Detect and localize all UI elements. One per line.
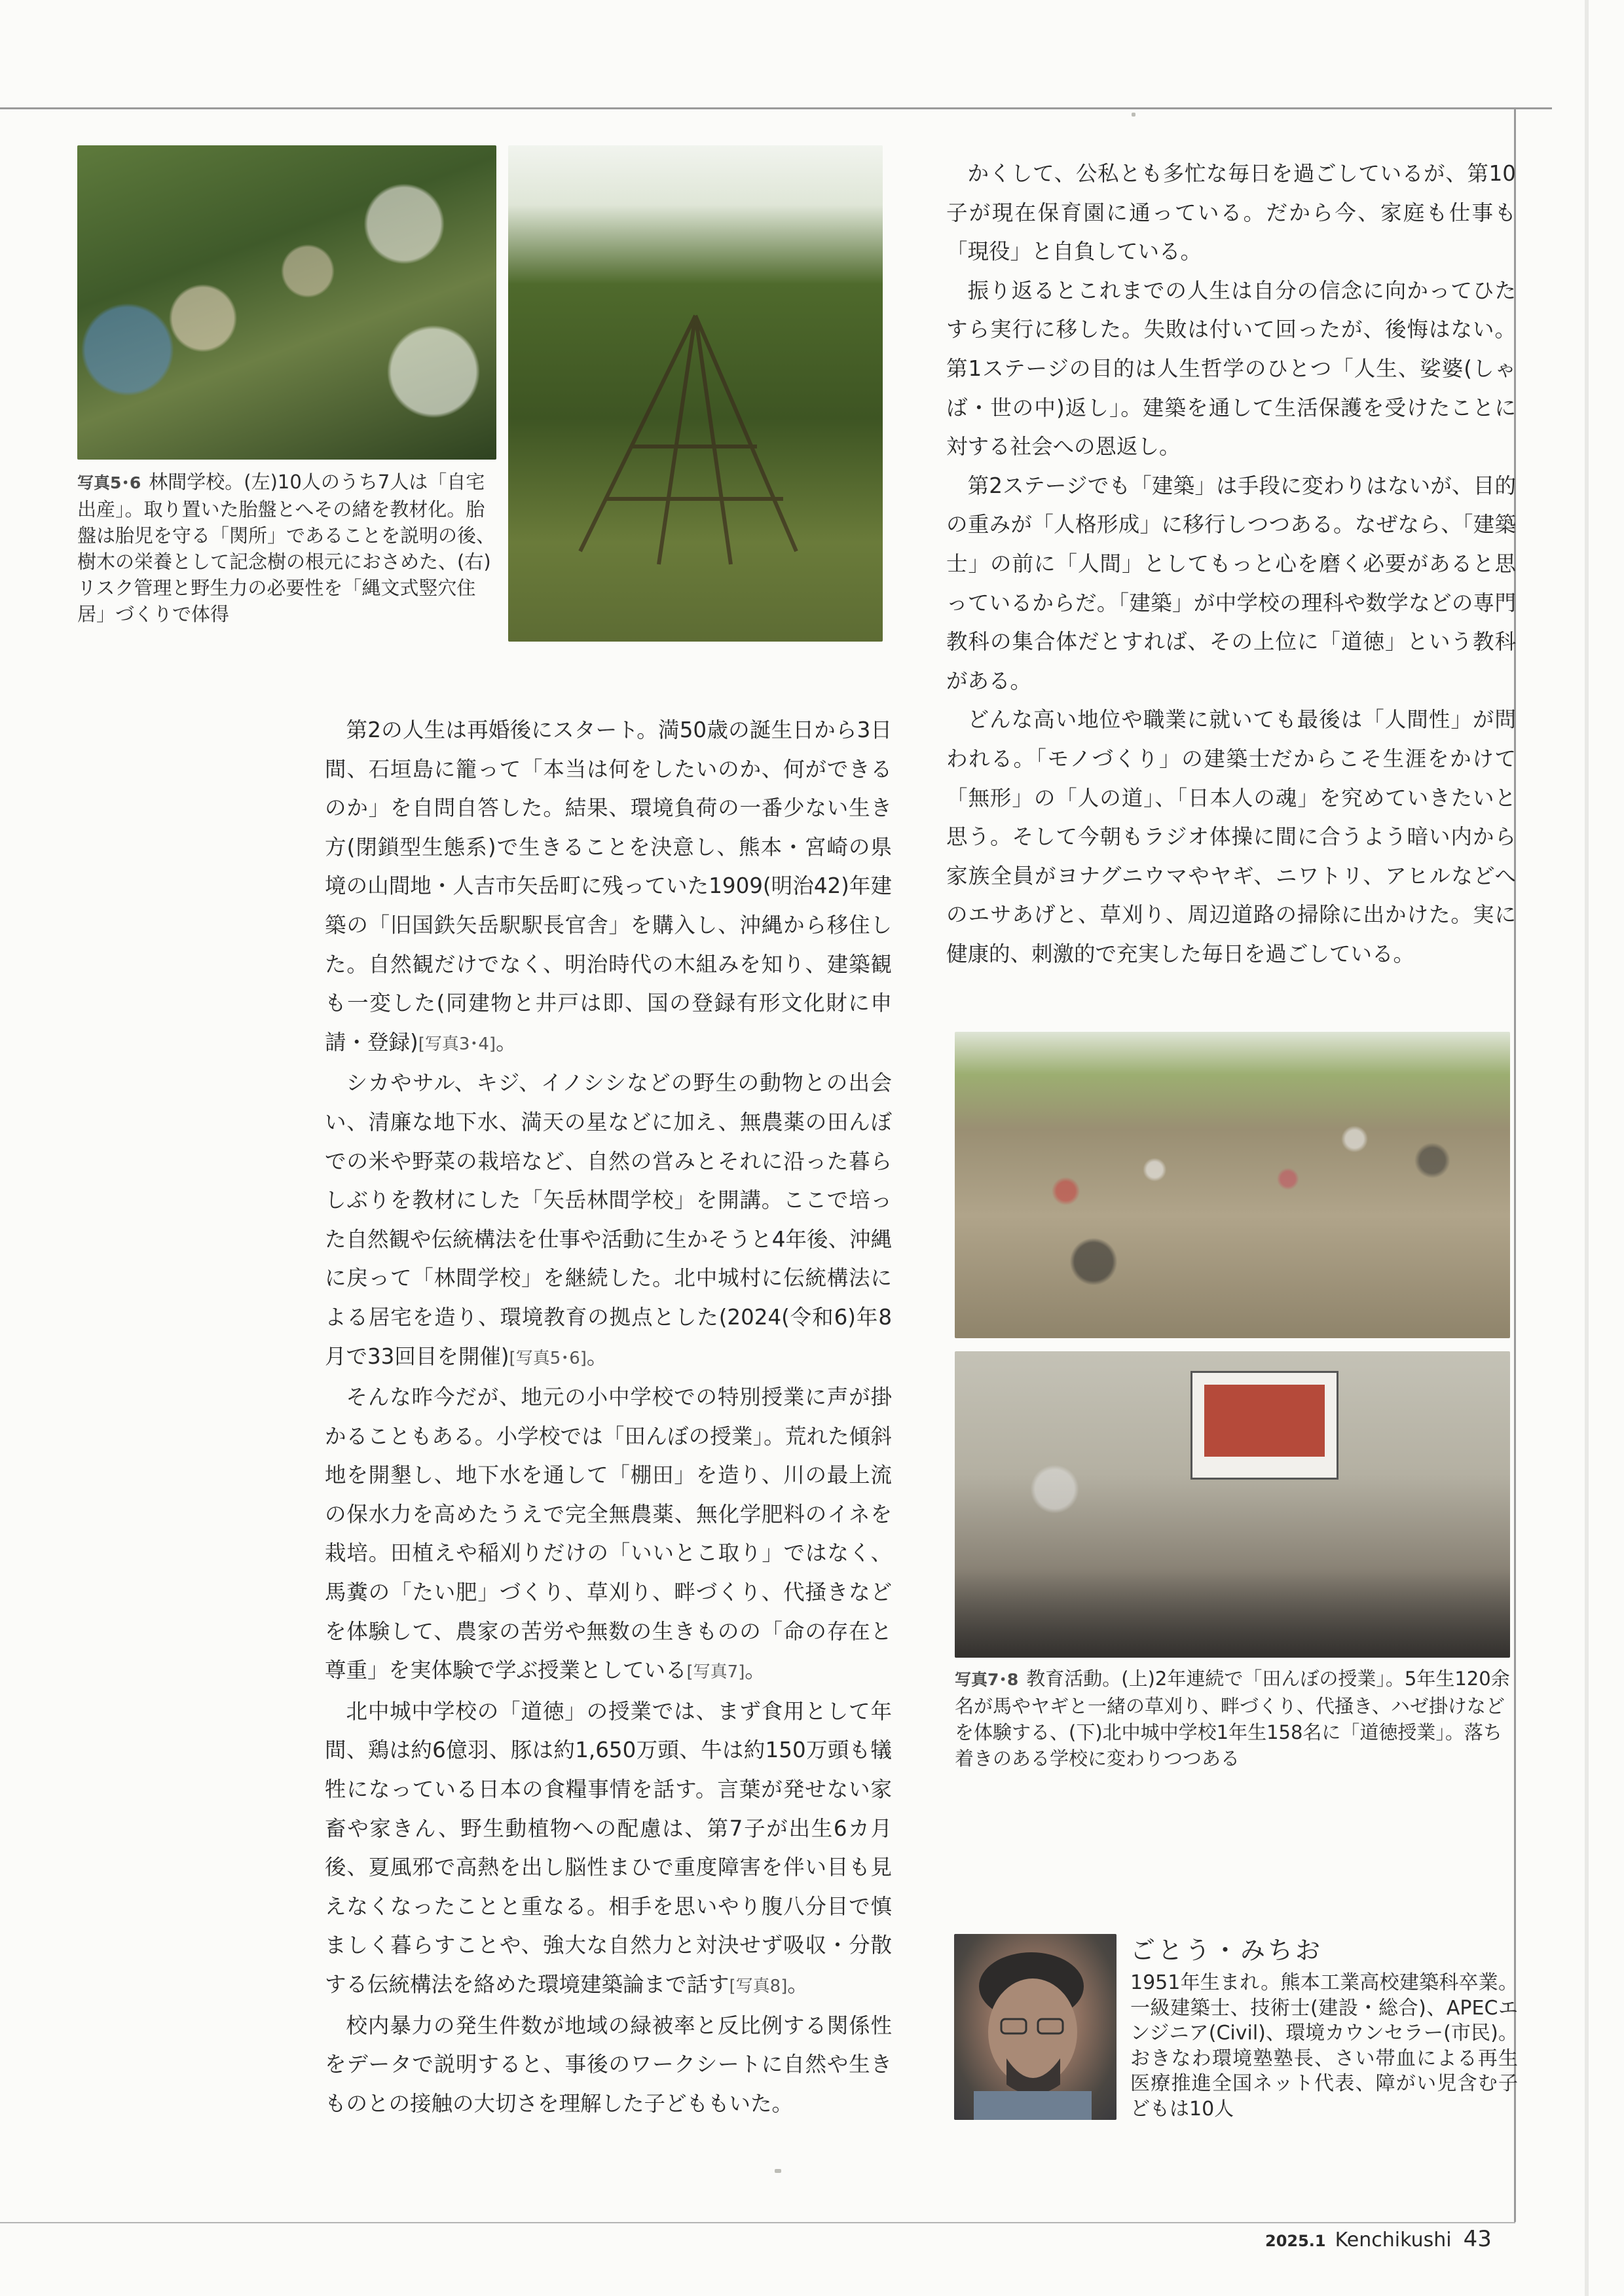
left-paragraph-3-body: そんな昨今だが、地元の小中学校での特別授業に声が掛かることもある。小学校では「田んぼの授業」。荒れた傾斜地を開墾し、地下水を通して「棚田」を造り、川の最上流の保水力を高めたうえで完全無農薬、無化学肥料のイネを栽培。田植えや稲刈りだけの「いいとこ取り」ではなく、馬糞の「たい肥」づくり、草刈り、畔づくり、代掻きなどを体験して、農家の苦労や無数の生きものの「命の存在と尊重」を実体験で学ぶ授業としている [325, 1385, 892, 1683]
page-footer [1265, 2226, 1492, 2252]
photo-ref-7: [写真7] [686, 1662, 745, 1683]
photo78-caption [955, 1666, 1515, 1772]
right-column-text [946, 155, 1516, 974]
left-paragraph-3 [325, 1378, 892, 1692]
photo-moral-education-class [955, 1351, 1510, 1658]
magazine-title: Kenchikushi [1335, 2229, 1452, 2251]
frame-rule-bottom [0, 2222, 1515, 2223]
issue-number: 2025.1 [1265, 2232, 1326, 2250]
left-paragraph-4-end: 。 [787, 1972, 809, 1997]
author-bio: 1951年生まれ。熊本工業高校建築科卒業。一級建築士、技術士(建設・総合)、APECエンジニア(Civil)、環境カウンセラー(市民)。おきなわ環境塾塾長、さい帯血による再生医療推進全国ネット代表、障がい児含む子どもは10人 [1130, 1971, 1518, 2121]
left-paragraph-1 [325, 711, 892, 1064]
left-paragraph-3-end: 。 [745, 1658, 766, 1683]
photo-pit-dwelling-construction [508, 145, 883, 642]
page-edge-shadow [1585, 0, 1589, 2296]
left-paragraph-1-end: 。 [496, 1029, 517, 1055]
photo56-caption-tag: 写真5･6 [77, 473, 141, 492]
page-number: 43 [1463, 2226, 1492, 2252]
photo-ref-5-6: [写真5･6] [509, 1348, 587, 1368]
left-paragraph-5: 校内暴力の発生件数が地域の緑被率と反比例する関係性をデータで説明すると、事後のワークシートに自然や生きものとの接触の大切さを理解した子どももいた。 [325, 2013, 892, 2116]
left-paragraph-2 [325, 1064, 892, 1378]
scan-speck [775, 2169, 781, 2173]
photo-ref-3-4: [写真3･4] [418, 1034, 496, 1054]
right-paragraph-3: 第2ステージでも「建築」は手段に変わりはないが、目的の重みが「人格形成」に移行しつつある。なぜなら、「建築士」の前に「人間」としてもっと心を磨く必要があると思っているからだ。「建築」が中学校の理科や数学などの専門教科の集合体だとすれば、その上位に「道徳」という教科がある。 [946, 473, 1516, 693]
right-paragraph-2: 振り返るとこれまでの人生は自分の信念に向かってひたすら実行に移した。失敗は付いて回ったが、後悔はない。第1ステージの目的は人生哲学のひとつ「人生、娑婆(しゃば・世の中)返し」。建築を通して生活保護を受けたことに対する社会への恩返し。 [946, 278, 1516, 460]
photo56-caption-text: 林間学校。(左)10人のうち7人は「自宅出産」。取り置いた胎盤とへその緒を教材化。胎盤は胎児を守る「関所」であることを説明の後、樹木の栄養として記念樹の根元におさめた、(右)リスク管理と野生力の必要性を「縄文式竪穴住居」づくりで体得 [77, 471, 496, 625]
photo78-caption-tag: 写真7･8 [955, 1670, 1019, 1689]
left-paragraph-4-body: 北中城中学校の「道徳」の授業では、まず食用として年間、鶏は約6億羽、豚は約1,650万頭、牛は約150万頭も犠牲になっている日本の食糧事情を話す。言葉が発せない家畜や家きん、野生動植物への配慮は、第7子が出生6カ月後、夏風邪で高熱を出し脳性まひで重度障害を伴い目も見えなくなったことと重なる。相手を思いやり腹八分目で慎ましく暮らすことや、強大な自然力と対決せず吸収・分散する伝統構法を絡めた環境建築論まで話す [325, 1698, 892, 1997]
left-paragraph-4 [325, 1692, 892, 2007]
photo56-caption [77, 469, 503, 627]
right-paragraph-4: どんな高い地位や職業に就いても最後は「人間性」が問われる。「モノづくり」の建築士だからこそ生涯をかけて「無形」の「人の道」、「日本人の魂」を究めていきたいと思う。そして今朝もラジオ体操に間に合うよう暗い内から家族全員がヨナグニウマやヤギ、ニワトリ、アヒルなどへのエサあげと、草刈り、周辺道路の掃除に出かけた。実に健康的、刺激的で充実した毎日を過ごしている。 [946, 707, 1516, 966]
left-paragraph-2-end: 。 [586, 1343, 608, 1369]
left-column-text [325, 711, 892, 2123]
scan-speck [1132, 113, 1135, 117]
photo78-caption-text: 教育活動。(上)2年連続で「田んぼの授業」。5年生120余名が馬やヤギと一緒の草刈り、畔づくり、代掻き、ハゼ掛けなどを体験する、(下)北中城中学校1年生158名に「道徳授業」。落ち着きのある学校に変わりつつある [955, 1667, 1510, 1770]
author-name: ごとう・みちお [1130, 1936, 1323, 1965]
photo-forest-school-children [77, 145, 496, 460]
author-portrait [954, 1934, 1116, 2120]
photo-ref-8: [写真8] [729, 1977, 788, 1996]
photo-rice-paddy-class [955, 1032, 1510, 1338]
right-paragraph-1: かくして、公私とも多忙な毎日を過ごしているが、第10子が現在保育園に通っている。だから今、家庭も仕事も「現役」と自負している。 [946, 161, 1516, 264]
left-paragraph-2-body: シカやサル、キジ、イノシシなどの野生の動物との出会い、清廉な地下水、満天の星などに加え、無農薬の田んぼでの米や野菜の栽培など、自然の営みとそれに沿った暮らしぶりを教材にした「矢岳林間学校」を開講。ここで培った自然観や伝統構法を仕事や活動に生かそうと4年後、沖縄に戻って「林間学校」を継続した。北中城村に伝統構法による居宅を造り、環境教育の拠点とした(2024(令和6)年8月で33回目を開催) [325, 1070, 892, 1369]
left-paragraph-1-body: 第2の人生は再婚後にスタート。満50歳の誕生日から3日間、石垣島に籠って「本当は何をしたいのか、何ができるのか」を自問自答した。結果、環境負荷の一番少ない生き方(閉鎖型生態系)で生きることを決意し、熊本・宮崎の県境の山間地・人吉市矢岳町に残っていた1909(明治42)年建築の「旧国鉄矢岳駅駅長官舎」を購入し、沖縄から移住した。自然観だけでなく、明治時代の木組みを知り、建築観も一変した(同建物と井戸は即、国の登録有形文化財に申請・登録) [325, 718, 892, 1055]
frame-rule-top [0, 107, 1552, 109]
